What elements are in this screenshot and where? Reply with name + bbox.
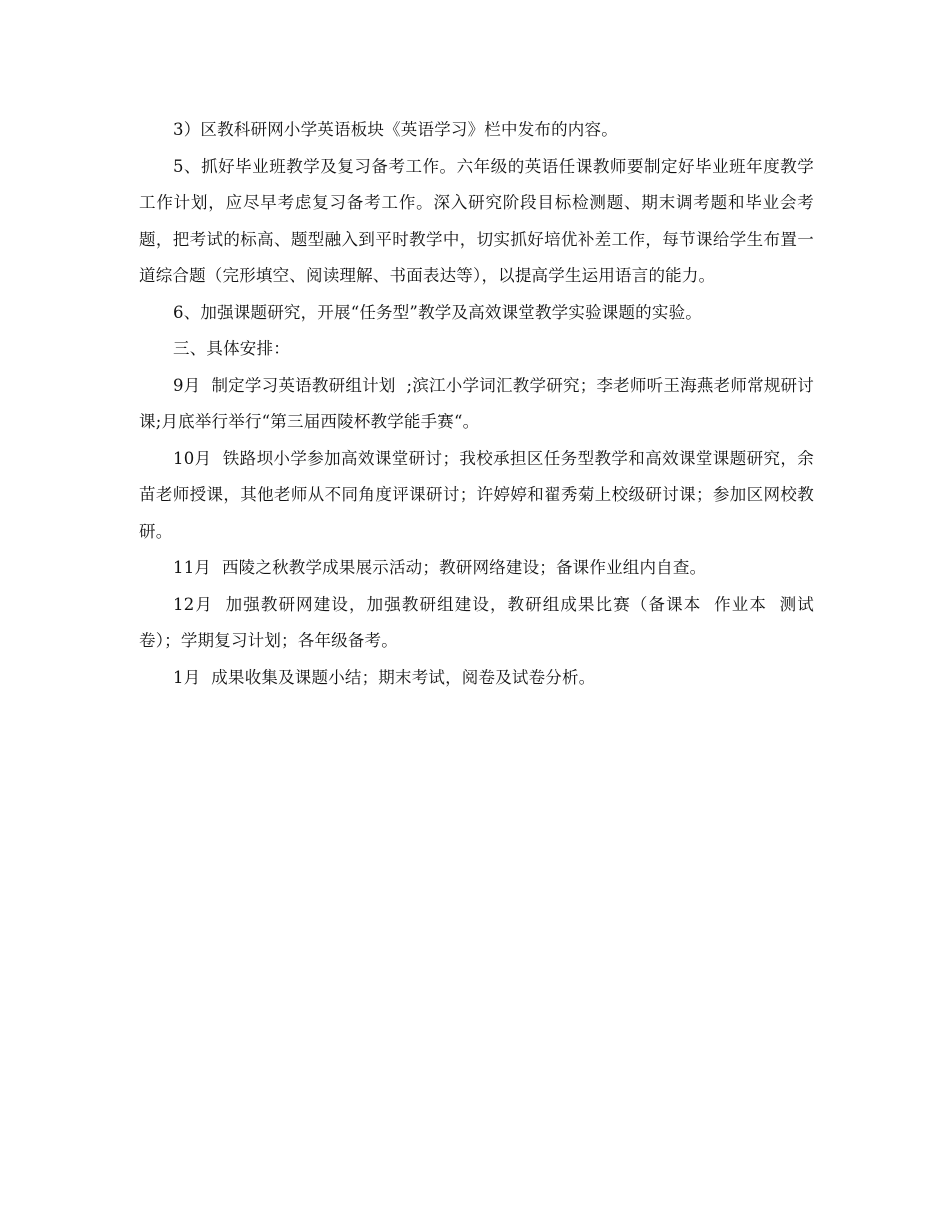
document-body	[139, 112, 814, 696]
schedule-december: 12月 加强教研网建设，加强教研组建设，教研组成果比赛（备课本 作业本 测试卷）；学期复习计划；各年级备考。	[139, 594, 814, 650]
paragraph-graduating-class-work: 5、抓好毕业班教学及复习备考工作。六年级的英语任课教师要制定好毕业班年度教学工作计划，应尽早考虑复习备考工作。深入研究阶段目标检测题、期末调考题和毕业会考题，把考试的标高、题型融入到平时教学中，切实抓好培优补差工作，每节课给学生布置一道综合题（完形填空、阅读理解、书面表达等），以提高学生运用语言的能力。	[139, 156, 814, 285]
paragraph-research-project: 6、加强课题研究，开展“任务型”教学及高效课堂教学实验课题的实验。	[173, 302, 702, 322]
schedule-november: 11月 西陵之秋教学成果展示活动；教研网络建设；备课作业组内自查。	[173, 558, 707, 577]
paragraph-item-3-content: 3）区教科研网小学英语板块《英语学习》栏中发布的内容。	[173, 120, 618, 139]
section-heading-schedule: 三、具体安排：	[173, 339, 290, 358]
schedule-september: 9月 制定学习英语教研组计划 ;滨江小学词汇教学研究；李老师听王海燕老师常规研讨课;月底举行举行“第三届西陵杯教学能手赛“。	[139, 375, 814, 431]
schedule-october: 10月 铁路坝小学参加高效课堂研讨；我校承担区任务型教学和高效课堂课题研究，余苗老师授课，其他老师从不同角度评课研讨；许婷婷和翟秀菊上校级研讨课；参加区网校教研。	[139, 448, 814, 541]
schedule-january: 1月 成果收集及课题小结；期末考试，阅卷及试卷分析。	[173, 667, 596, 687]
